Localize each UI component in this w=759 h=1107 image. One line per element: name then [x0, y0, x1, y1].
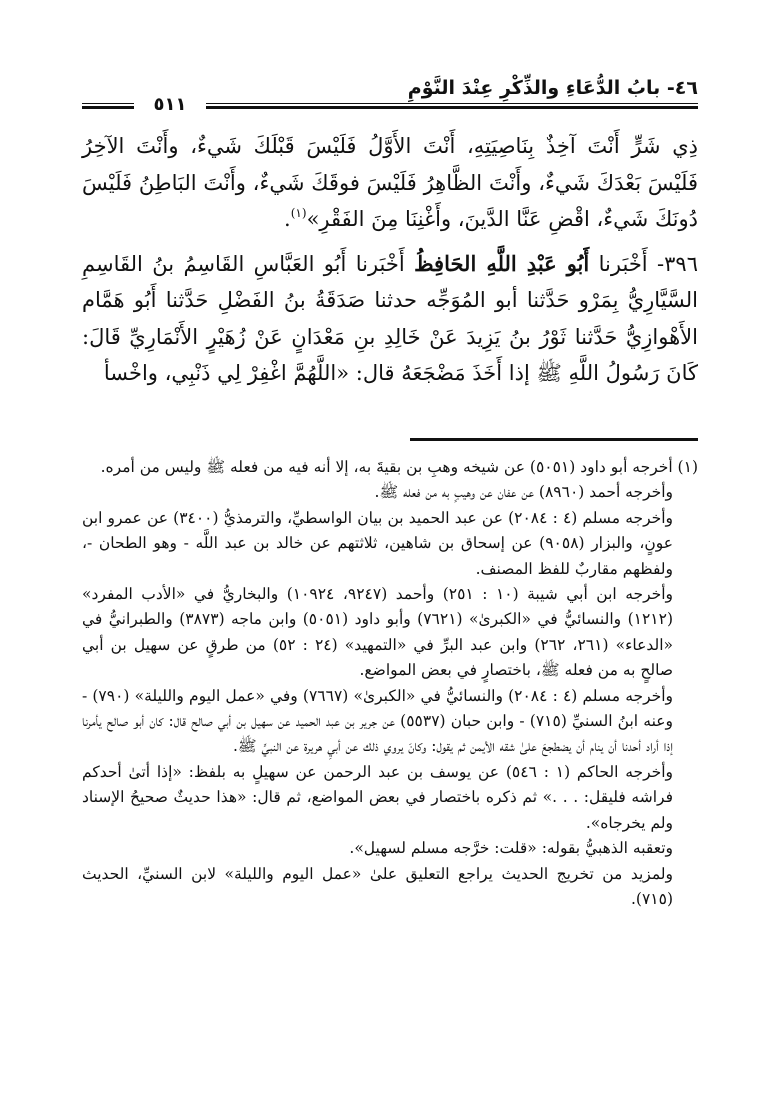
hadith-text: أَخْبَرنا أَبُو العَبَّاسِ القَاسِمُ بنُ القَاسِمِ السَّيَّارِيُّ بِمَرْو حَدَّثنا أبو المُوَجِّه حدثنا صَدَقَةُ بنُ الفَضْلِ حَدَّثنا أَبُو هَمَّام الأَهْوازِيُّ حَدَّثنا ثَوْرُ بنُ يَزِيدَ عَنْ خَالِدِ بنِ مَعْدَانٍ عَنْ زُهَيْرٍ الأَنْمَارِيِّ قَالَ: كَانَ رَسُولُ اللَّهِ ﷺ إذا أَخَذَ مَضْجَعَهُ قال: «اللَّهُمَّ اغْفِرْ لِي ذَنْبِي، واخْسأ	[82, 251, 698, 385]
hadith-number: ٣٩٦-	[657, 251, 698, 276]
footnote-separator	[410, 438, 698, 441]
footnotes	[82, 455, 698, 912]
footnote-paragraph: وأخرجه مسلم (٤ : ٢٠٨٤) عن عبد الحميد بن بيان الواسطيِّ، والترمذيُّ (٣٤٠٠) عن عمرو ابن عونٍ، والبزار (٩٠٥٨) عن إسحاق بن شاهين، ثلاثتهم عن خالد بن عبد اللَّه - وهو الطحان -، ولفظهم مقاربٌ للفظ المصنف.	[82, 508, 674, 578]
book-page	[82, 0, 698, 1107]
footnote-paragraph: ولمزيد من تخريج الحديث يراجع التعليق علىٰ «عمل اليوم والليلة» لابن السنيِّ، الحديث (٧١٥).	[82, 864, 673, 908]
hadith-paragraph	[82, 246, 698, 392]
narrator-name: أَبُو عَبْدِ اللَّهِ الحَافِظُ	[414, 250, 590, 276]
header-rule-left	[82, 103, 134, 109]
body-paragraph	[82, 128, 698, 238]
footnote-paragraph: وأخرجه الحاكم (١ : ٥٤٦) عن يوسف بن عبد الرحمن عن سهيلٍ به بلفظ: «إذا أتىٰ أحدكم فراشه فليقل: . . .» ثم ذكره باختصار في بعض المواضع، ثم قال: «هذا حديثٌ صحيحُ الإسناد ولم يخرجاه».	[82, 762, 674, 832]
paragraph-end: .	[284, 207, 291, 231]
footnote-reference[interactable]: (١)	[290, 206, 307, 220]
footnote-paragraph: وأخرجه أحمد (٨٩٦٠) عن عفان عن وهيبٍ به من فعله ﷺ.	[374, 483, 673, 502]
page-number: ٥١١	[153, 94, 187, 115]
footnote-paragraph: وأخرجه ابن أبي شيبة (١٠ : ٢٥١) وأحمد (٩٢٤٧، ١٠٩٢٤) والبخاريُّ في «الأدب المفرد» (١٢١٢) والنسائيُّ في «الكبرىٰ» (٧٦٢١) وأبو داود (٥٠٥١) وابن ماجه (٣٨٧٣) والطبرانيُّ في «الدعاء» (٢٦١، ٢٦٢) وابن عبد البرِّ في «التمهيد» (٢٤ : ٥٢) من طرقٍ عن سهيل بن أبي صالحٍ به من فعله ﷺ، باختصارٍ في بعض المواضع.	[82, 585, 674, 680]
footnote-paragraph: (١) أخرجه أبو داود (٥٠٥١) عن شيخه وهبِ بن بقيةَ به، إلا أنه فيه من فعله ﷺ وليس من أمره.	[100, 458, 698, 476]
main-text	[82, 128, 698, 392]
paragraph-text: ذِي شَرٍّ أَنْتَ آخِذٌ بِنَاصِيَتِهِ، أَنْتَ الأَوَّلُ فَلَيْسَ قَبْلَكَ شَيءٌ، وأَنْتَ الآخِرُ فَلَيْسَ بَعْدَكَ شَيءٌ، وأَنْتَ الظَّاهِرُ فَلَيْسَ فوقَكَ شَيءٌ، وأَنْتَ البَاطِنُ فَلَيْسَ دُونَكَ شَيءٌ، اقْضِ عَنَّا الدَّينَ، وأَغْنِنَا مِنَ الفَقْرِ»	[82, 134, 698, 231]
footnote-paragraph: وتعقبه الذهبيُّ بقوله: «قلت: خرَّجه مسلم لسهيل».	[349, 839, 673, 858]
footnote-paragraph: وأخرجه مسلم (٤ : ٢٠٨٤) والنسائيُّ في «الكبرىٰ» (٧٦٦٧) وفي «عمل اليوم والليلة» (٧٩٠) - وعنه ابنُ السنيِّ (٧١٥) - وابن حبان (٥٥٣٧) عن جرير بن عبد الحميد عن سهيل بن أبي صالح قال: كان أبو صالح يأمرنا إذا أراد أحدنا أن ينام أن يضطجعَ علىٰ شقه الأيمن ثم يقول: وكانَ يروي ذلك عن أبيِ هريرة عن النبيِّ ﷺ.	[82, 686, 674, 756]
chapter-title: ٤٦- بابُ الدُّعَاءِ والذِّكْرِ عِنْدَ النَّوْمِ	[407, 77, 698, 99]
header-rule-right	[206, 103, 698, 109]
narrator-prefix: أَخْبَرنا	[598, 251, 648, 276]
